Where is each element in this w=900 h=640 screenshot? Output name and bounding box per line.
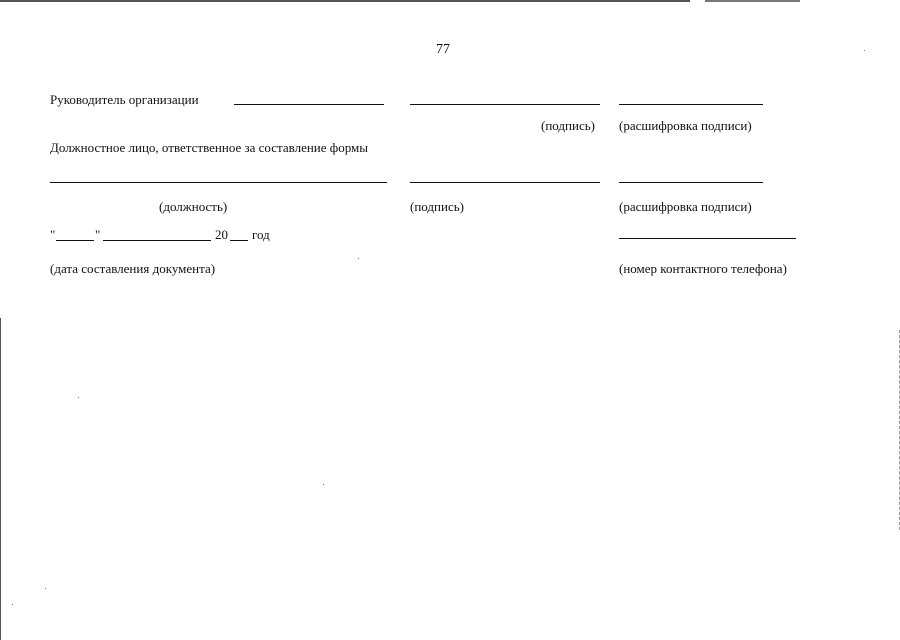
scan-speck <box>358 258 359 259</box>
scan-speck <box>323 484 324 485</box>
date-close-quote: " <box>95 227 101 242</box>
date-day-line <box>56 240 94 241</box>
responsible-signature-line <box>410 182 600 183</box>
date-month-line <box>103 240 211 241</box>
scan-speck <box>78 397 79 398</box>
head-label: Руководитель организации <box>50 92 199 107</box>
date-year-word: год <box>252 227 270 242</box>
head-position-line <box>234 104 384 105</box>
responsible-position-caption: (должность) <box>159 199 228 214</box>
scan-edge-left <box>0 318 1 640</box>
date-caption: (дата составления документа) <box>50 261 216 276</box>
scan-edge-top <box>0 0 900 2</box>
phone-line <box>619 238 796 239</box>
head-signature-caption: (подпись) <box>541 118 595 133</box>
date-year-line <box>230 240 248 241</box>
scan-speck <box>864 50 865 51</box>
responsible-position-line <box>50 182 387 183</box>
responsible-decoding-line <box>619 182 763 183</box>
scan-speck <box>45 588 46 589</box>
head-decoding-caption: (расшифровка подписи) <box>619 118 752 133</box>
responsible-label: Должностное лицо, ответственное за составление формы <box>50 140 368 155</box>
responsible-decoding-caption: (расшифровка подписи) <box>619 199 752 214</box>
head-signature-line <box>410 104 600 105</box>
date-century: 20 <box>215 227 228 242</box>
page-number: 77 <box>436 42 450 57</box>
scan-speck <box>12 604 13 605</box>
responsible-signature-caption: (подпись) <box>410 199 464 214</box>
phone-caption: (номер контактного телефона) <box>619 261 787 276</box>
date-open-quote: " <box>50 227 56 242</box>
head-decoding-line <box>619 104 763 105</box>
